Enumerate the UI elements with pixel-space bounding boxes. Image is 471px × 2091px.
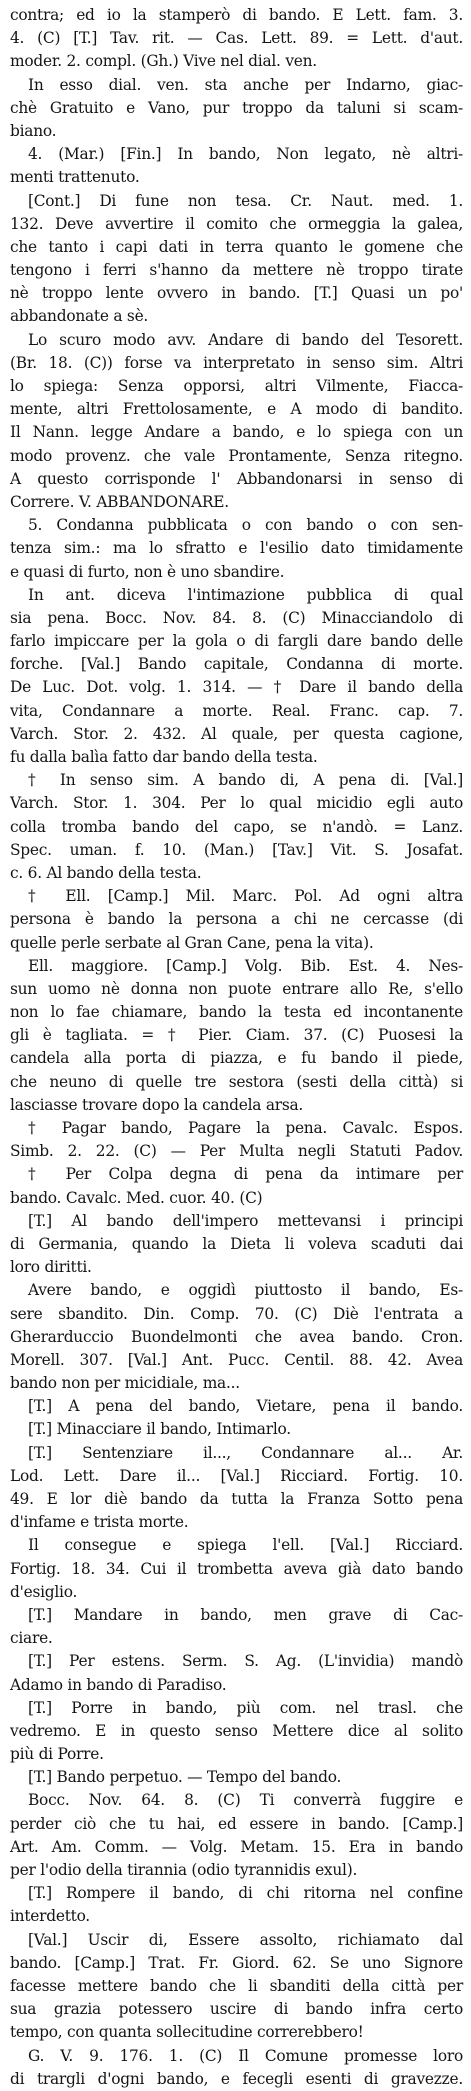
text-line: menti trattenuto. — [10, 168, 140, 187]
text-line: [T.] Rompere il bando, di chi ritorna nel confine — [28, 1884, 463, 1903]
text-line: candela alla porta di piazza, e fu bando il piede, — [10, 1049, 463, 1068]
text-line: facesse mettere bando che li sbanditi della città per — [10, 1976, 463, 1995]
text-line: moder. 2. compl. (Gh.) Vive nel dial. ven. — [10, 52, 317, 71]
text-line: [T.] Mandare in bando, men grave di Cac- — [28, 1605, 463, 1624]
text-line: Adamo in bando di Paradiso. — [10, 1675, 227, 1694]
text-line: loro diritti. — [10, 1258, 92, 1277]
text-line: G. V. 9. 176. 1. (C) Il Comune promesse loro — [28, 2046, 463, 2065]
text-line: nè troppo lente ovvero in bando. [T.] Quasi un po' — [10, 284, 463, 303]
text-line: gli è tagliata. = † Pier. Ciam. 37. (C) Puosesi la — [10, 1026, 463, 1045]
text-line: farlo impiccare per la gola o di fargli dare bando delle — [10, 632, 463, 651]
text-line: 132. Deve avvertire il comito che ormeggia la galea, — [10, 214, 463, 233]
text-line: quelle perle serbate al Gran Cane, pena la vita). — [10, 933, 374, 952]
text-line: interdetto. — [10, 1907, 90, 1926]
text-line: perder ciò che tu hai, ed essere in bando. [Camp.] — [10, 1814, 463, 1833]
text-line: Correre. V. ABBANDONARE. — [10, 492, 229, 511]
text-line: d'esiglio. — [10, 1582, 78, 1601]
text-line: Ell. maggiore. [Camp.] Volg. Bib. Est. 4. Nes- — [28, 956, 463, 975]
text-line: Il Nann. legge Andare a bando, e lo spiega con un — [10, 423, 463, 442]
text-line: A questo corrisponde l' Abbandonarsi in senso di — [10, 469, 463, 488]
text-line: che neuno di quelle tre sestora (sesti della città) si — [10, 1072, 463, 1091]
text-line: Morell. 307. [Val.] Ant. Pucc. Centil. 88. 42. Avea — [10, 1350, 463, 1369]
text-line: più di Porre. — [10, 1745, 104, 1764]
text-line: 49. E lor diè bando da tutta la Franza Sotto pena — [10, 1490, 463, 1508]
text-line: Gherarduccio Buondelmonti che avea bando. Cron. — [10, 1327, 463, 1346]
text-line: 4. (Mar.) [Fin.] In bando, Non legato, nè altri- — [28, 145, 463, 164]
text-line: † Pagar bando, Pagare la pena. Cavalc. Espos. — [28, 1119, 463, 1137]
text-line: Simb. 2. 22. (C) — Per Multa negli Statuti Padov. — [10, 1142, 463, 1161]
text-line: d'infame e trista morte. — [10, 1513, 189, 1532]
text-line: forche. [Val.] Bando capitale, Condanna di morte. — [10, 655, 463, 674]
text-line: In ant. diceva l'intimazione pubblica di qual — [28, 585, 463, 604]
text-line: ciare. — [10, 1629, 53, 1648]
text-line: per l'odio della tirannia (odio tyrannidis exul). — [10, 1861, 358, 1879]
text-line: modo provenz. che vale Prontamente, Senza ritegno. — [10, 446, 463, 465]
text-line: tenza sim.: ma lo sfratto e l'esilio dato timidamente — [10, 539, 463, 558]
text-line: fu dalla balìa fatto dar bando della testa. — [10, 748, 318, 766]
text-line: [T.] A pena del bando, Vietare, pena il bando. — [28, 1397, 463, 1416]
text-line: vedremo. E in questo senso Mettere dice al solito — [10, 1721, 463, 1740]
text-line: 5. Condanna pubblicata o con bando o con sen- — [28, 516, 463, 535]
text-line: c. 6. Al bando della testa. — [10, 863, 202, 882]
text-line: lo spiega: Senza opporsi, altri Vilmente, Fiacca- — [10, 377, 463, 395]
text-line: sere sbandito. Din. Comp. 70. (C) Diè l'entrata a — [10, 1304, 463, 1323]
text-line: di trargli d'ogni bando, e fecegli esenti di gravezze. — [10, 2069, 463, 2088]
text-line: In esso dial. ven. sta anche per Indarno, giac- — [28, 75, 463, 94]
text-line: [T.] Bando perpetuo. — Tempo del bando. — [28, 1768, 342, 1787]
text-line: mente, altri Frettolosamente, e A modo di bandito. — [10, 400, 463, 419]
text-line: di Germania, quando la Dieta li voleva scaduti dai — [10, 1234, 463, 1253]
text-line: non lo fae chiamare, bando la testa ed incontanente — [10, 1003, 463, 1022]
text-line: De Luc. Dot. volg. 1. 314. — † Dare il bando della — [10, 678, 463, 697]
text-line: [Cont.] Di fune non tesa. Cr. Naut. med. 1. — [28, 191, 463, 210]
text-line: [T.] Minacciare il bando, Intimarlo. — [28, 1420, 291, 1439]
text-line: tengono i ferri s'hanno da mettere nè troppo tirate — [10, 261, 463, 280]
text-line: Varch. Stor. 1. 304. Per lo qual micidio egli auto — [10, 794, 463, 813]
text-line: lasciasse trovare dopo la candela arsa. — [10, 1095, 304, 1114]
text-line: contra; ed io la stamperò di bando. E Lett. fam. 3. — [10, 6, 463, 24]
text-line: Lod. Lett. Dare il... [Val.] Ricciard. Fortig. 10. — [10, 1466, 463, 1485]
text-line: † In senso sim. A bando di, A pena di. [Val.] — [28, 771, 463, 790]
text-line: Bocc. Nov. 64. 8. (C) Ti converrà fuggire e — [28, 1791, 463, 1810]
text-line: sua grazia potessero uscire di bando infra certo — [10, 2000, 463, 2019]
text-line: che tanto i capi dati in terra quanto le gomene che — [10, 237, 463, 256]
text-line: † Ell. [Camp.] Mil. Marc. Pol. Ad ogni altra — [28, 887, 463, 906]
text-line: abbandonate a sè. — [10, 307, 149, 326]
text-line: † Per Colpa degna di pena da intimare per — [28, 1165, 463, 1184]
text-line: Avere bando, e oggidì piuttosto il bando, Es- — [28, 1281, 463, 1300]
text-line: bando. Cavalc. Med. cuor. 40. (C) — [10, 1188, 263, 1207]
text-line: Il consegue e spiega l'ell. [Val.] Ricciard. — [28, 1536, 463, 1555]
text-line: sia pena. Bocc. Nov. 84. 8. (C) Minacciandolo di — [10, 608, 463, 627]
text-line: persona è bando la persona a chi ne cercasse (di — [10, 910, 463, 929]
text-line: Varch. Stor. 2. 432. Al quale, per questa cagione, — [10, 724, 463, 743]
text-line: (Br. 18. (C)) forse va interpretato in senso sim. Altri — [10, 353, 463, 372]
text-line: vita, Condannare a morte. Real. Franc. cap. 7. — [10, 701, 463, 720]
text-line: [T.] Per estens. Serm. S. Ag. (L'invidia) mandò — [28, 1652, 463, 1671]
text-line: [T.] Al bando dell'impero mettevansi i principi — [28, 1211, 463, 1230]
text-line: [Val.] Uscir di, Essere assolto, richiamato dal — [28, 1930, 463, 1949]
text-line: e quasi di furto, non è uno sbandire. — [10, 562, 285, 581]
text-line: Spec. uman. f. 10. (Man.) [Tav.] Vit. S. Josafat. — [10, 840, 463, 859]
text-line: Fortig. 18. 34. Cui il trombetta aveva già dato bando — [10, 1559, 463, 1578]
text-line: tempo, con quanta sollecitudine correrebbero! — [10, 2023, 364, 2042]
text-line: sun uomo nè donna non puote entrare allo Re, s'ello — [10, 979, 463, 998]
text-line: biano. — [10, 121, 57, 140]
text-line: Art. Am. Comm. — Volg. Metam. 15. Era in bando — [10, 1837, 463, 1856]
text-line: bando non per micidiale, ma... — [10, 1374, 240, 1393]
text-line: [T.] Porre in bando, più com. nel trasl. che — [28, 1698, 463, 1717]
text-line: Lo scuro modo avv. Andare di bando del Tesorett. — [28, 330, 463, 349]
text-line: bando. [Camp.] Trat. Fr. Giord. 62. Se uno Signore — [10, 1953, 463, 1972]
text-line: 4. (C) [T.] Tav. rit. — Cas. Lett. 89. = Lett. d'aut. — [10, 29, 463, 48]
dictionary-column — [10, 4, 463, 2091]
text-line: [T.] Sentenziare il..., Condannare al... Ar. — [28, 1443, 463, 1462]
text-line: colla tromba bando del capo, se n'andò. = Lanz. — [10, 817, 463, 836]
text-line: chè Gratuito e Vano, pur troppo da taluni si scam- — [10, 98, 463, 117]
